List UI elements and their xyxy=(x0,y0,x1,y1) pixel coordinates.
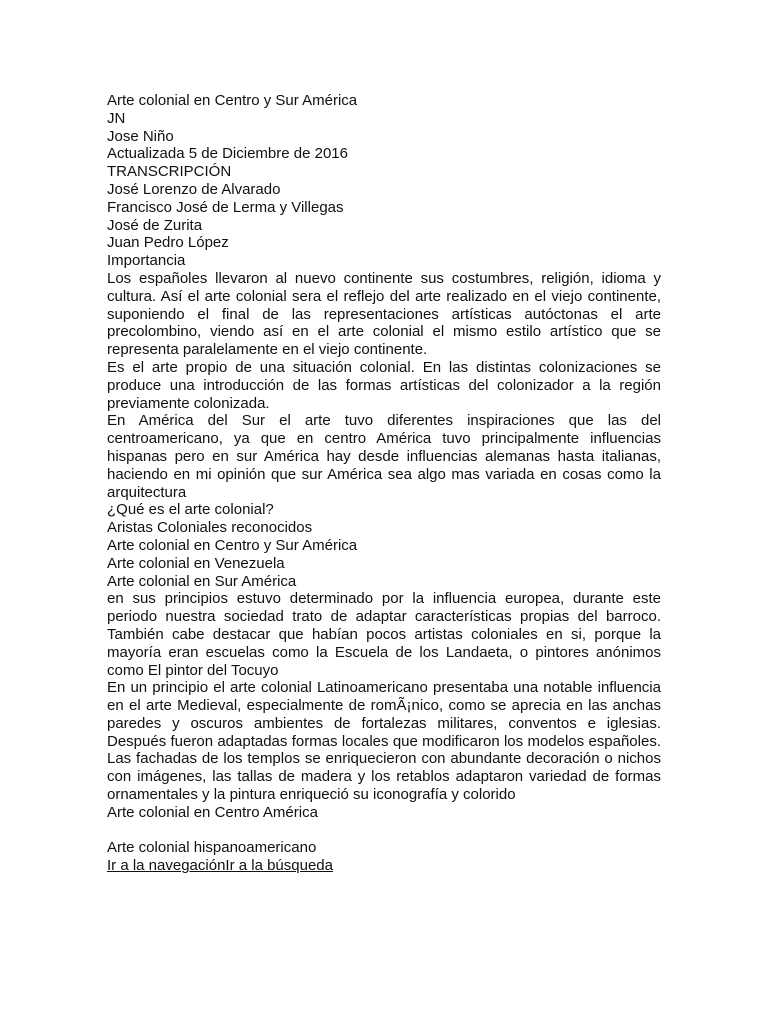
nav-link-row xyxy=(107,857,661,875)
body-paragraph: Los españoles llevaron al nuevo continente sus costumbres, religión, idioma y cultura. Así el arte colonial sera el reflejo del arte realizado en el viejo continente, suponiendo el final de las representaciones artísticas autóctonas el arte precolombino, viendo así en el arte colonial el mismo estilo artístico que se representa paralelamente en el viejo continente. xyxy=(107,269,661,359)
section-heading: Arte colonial en Venezuela xyxy=(107,554,285,572)
transcription-label: TRANSCRIPCIÓN xyxy=(107,163,232,181)
updated-date: Actualizada 5 de Diciembre de 2016 xyxy=(107,145,348,163)
author-name: Jose Niño xyxy=(107,127,174,145)
importance-heading: Importancia xyxy=(107,252,186,270)
person-name: Francisco José de Lerma y Villegas xyxy=(107,198,344,216)
document-title: Arte colonial en Centro y Sur América xyxy=(107,92,358,109)
document-page xyxy=(107,92,661,875)
body-paragraph: En un principio el arte colonial Latinoamericano presentaba una notable influencia en el arte Medieval, especialmente de romÃ¡nico, como se aprecia en las anchas paredes y oscuros ambientes de fortalezas militares, conventos e iglesias. Después fueron adaptadas formas locales que modificaron los modelos españoles. Las fachadas de los templos se enriquecieron con abundante decoración o nichos con imágenes, las tallas de madera y los retablos adaptaron variedad de formas ornamentales y la pintura enriqueció su iconografía y colorido xyxy=(107,679,661,804)
section-heading: ¿Qué es el arte colonial? xyxy=(107,501,274,519)
body-paragraph: Es el arte propio de una situación colonial. En las distintas colonizaciones se produce una introducción de las formas artísticas del colonizador a la región previamente colonizada. xyxy=(107,358,661,412)
section-heading: Aristas Coloniales reconocidos xyxy=(107,519,313,537)
section-heading: Arte colonial en Centro América xyxy=(107,803,318,821)
body-paragraph: En América del Sur el arte tuvo diferentes inspiraciones que las del centroamericano, ya que en centro América tuvo principalmente influencias hispanas pero en sur América hay desde influencias alemanas hasta italianas, haciendo en mi opinión que sur América sea algo mas variada en cosas como la arquitectura xyxy=(107,412,661,501)
author-initials: JN xyxy=(107,109,126,127)
person-name: José Lorenzo de Alvarado xyxy=(107,180,281,198)
person-name: José de Zurita xyxy=(107,216,203,234)
blank-line xyxy=(107,822,661,840)
section-heading: Arte colonial en Sur América xyxy=(107,572,297,590)
body-paragraph: en sus principios estuvo determinado por la influencia europea, durante este periodo nuestra sociedad trato de adaptar características propias del barroco. También cabe destacar que habían pocos artistas coloniales en si, porque la mayoría eran escuelas como la Escuela de los Landaeta, o pintores anónimos como El pintor del Tocuyo xyxy=(107,590,661,679)
navigation-link[interactable]: Ir a la navegaciónIr a la búsqueda xyxy=(107,857,333,875)
person-name: Juan Pedro López xyxy=(107,234,229,252)
section-heading: Arte colonial en Centro y Sur América xyxy=(107,536,358,554)
section-heading: Arte colonial hispanoamericano xyxy=(107,839,317,857)
